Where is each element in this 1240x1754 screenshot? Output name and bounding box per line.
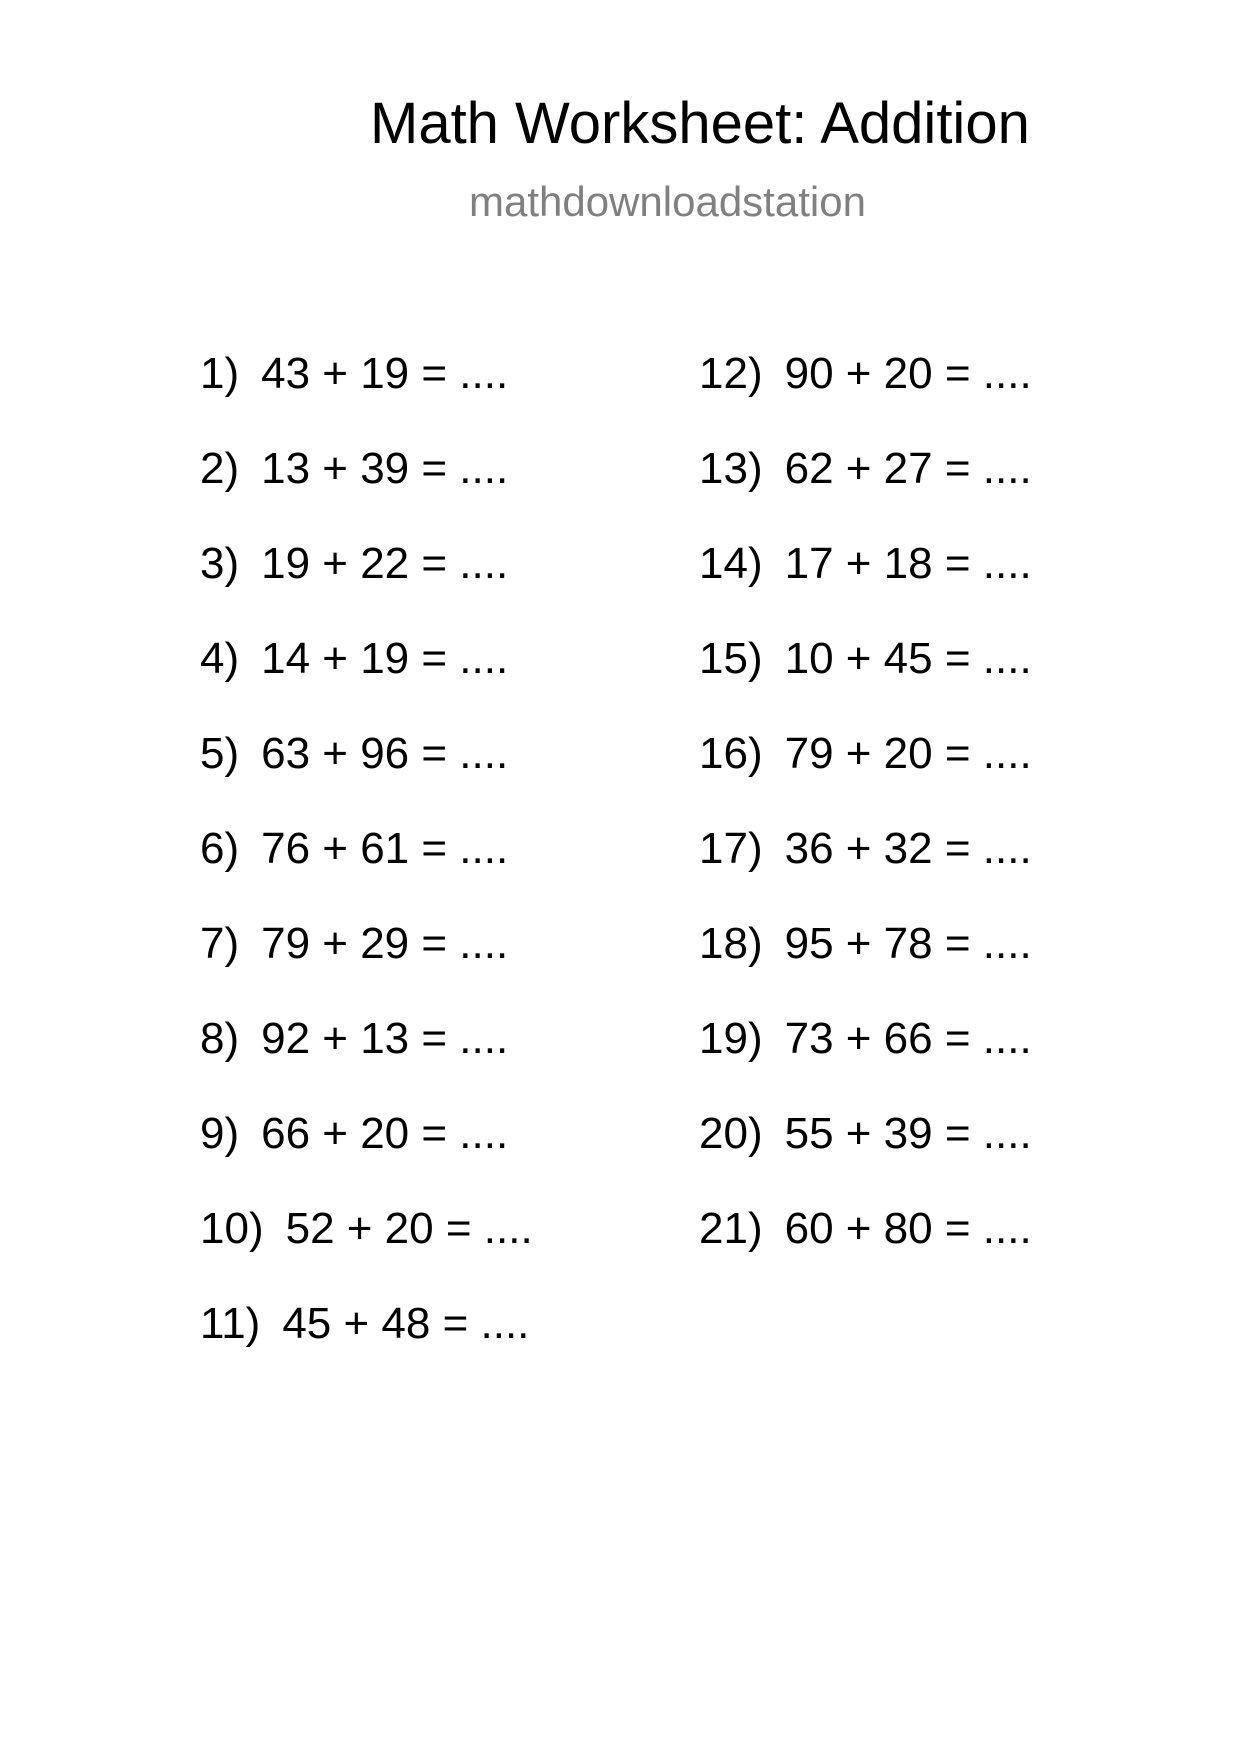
problem-number: 4) <box>200 634 240 683</box>
problem-number: 6) <box>200 824 240 873</box>
problem-expression: 43 + 19 = .... <box>261 349 509 398</box>
problem-item <box>699 444 1032 542</box>
problem-item <box>200 634 533 732</box>
problem-expression: 79 + 29 = .... <box>261 919 509 968</box>
problem-item <box>200 919 533 1017</box>
problem-number: 13) <box>699 444 763 493</box>
problem-item <box>200 824 533 922</box>
problem-item <box>200 349 533 447</box>
problem-list-right <box>699 349 1032 1302</box>
problem-expression: 14 + 19 = .... <box>261 634 509 683</box>
problem-number: 7) <box>200 919 240 968</box>
problem-expression: 92 + 13 = .... <box>261 1014 509 1063</box>
problem-item <box>200 1299 533 1397</box>
problem-expression: 10 + 45 = .... <box>784 634 1032 683</box>
problem-item <box>699 824 1032 922</box>
problem-item <box>699 729 1032 827</box>
problem-expression: 36 + 32 = .... <box>784 824 1032 873</box>
problem-expression: 73 + 66 = .... <box>784 1014 1032 1063</box>
problem-item <box>699 349 1032 447</box>
problem-item <box>200 539 533 637</box>
problem-expression: 45 + 48 = .... <box>282 1299 530 1348</box>
problem-list-left <box>200 349 533 1397</box>
problem-expression: 90 + 20 = .... <box>784 349 1032 398</box>
problem-number: 21) <box>699 1204 763 1253</box>
problem-expression: 13 + 39 = .... <box>261 444 509 493</box>
problem-item <box>200 1109 533 1207</box>
problem-item <box>699 539 1032 637</box>
problem-expression: 63 + 96 = .... <box>261 729 509 778</box>
problem-number: 15) <box>699 634 763 683</box>
problem-item <box>200 1014 533 1112</box>
problem-item <box>699 1014 1032 1112</box>
problem-expression: 52 + 20 = .... <box>285 1204 533 1253</box>
problem-expression: 60 + 80 = .... <box>784 1204 1032 1253</box>
problem-item <box>699 1109 1032 1207</box>
problem-expression: 55 + 39 = .... <box>784 1109 1032 1158</box>
problem-number: 3) <box>200 539 240 588</box>
problem-number: 20) <box>699 1109 763 1158</box>
problem-expression: 62 + 27 = .... <box>784 444 1032 493</box>
problem-number: 14) <box>699 539 763 588</box>
problem-number: 5) <box>200 729 240 778</box>
problem-expression: 76 + 61 = .... <box>261 824 509 873</box>
problem-item <box>699 634 1032 732</box>
problem-number: 2) <box>200 444 240 493</box>
problem-item <box>200 1204 533 1302</box>
problem-item <box>200 444 533 542</box>
problem-item <box>699 919 1032 1017</box>
problem-number: 1) <box>200 349 240 398</box>
problem-number: 16) <box>699 729 763 778</box>
problem-number: 10) <box>200 1204 264 1253</box>
problem-number: 19) <box>699 1014 763 1063</box>
problem-expression: 95 + 78 = .... <box>784 919 1032 968</box>
problem-number: 9) <box>200 1109 240 1158</box>
problem-expression: 66 + 20 = .... <box>261 1109 509 1158</box>
problem-expression: 19 + 22 = .... <box>261 539 509 588</box>
problem-number: 8) <box>200 1014 240 1063</box>
problem-item <box>200 729 533 827</box>
problem-number: 12) <box>699 349 763 398</box>
problem-expression: 17 + 18 = .... <box>784 539 1032 588</box>
problem-expression: 79 + 20 = .... <box>784 729 1032 778</box>
problem-number: 11) <box>200 1299 261 1348</box>
problem-item <box>699 1204 1032 1302</box>
page-subtitle: mathdownloadstation <box>469 178 866 225</box>
page-title: Math Worksheet: Addition <box>370 91 1030 156</box>
problem-number: 18) <box>699 919 763 968</box>
problem-number: 17) <box>699 824 763 873</box>
